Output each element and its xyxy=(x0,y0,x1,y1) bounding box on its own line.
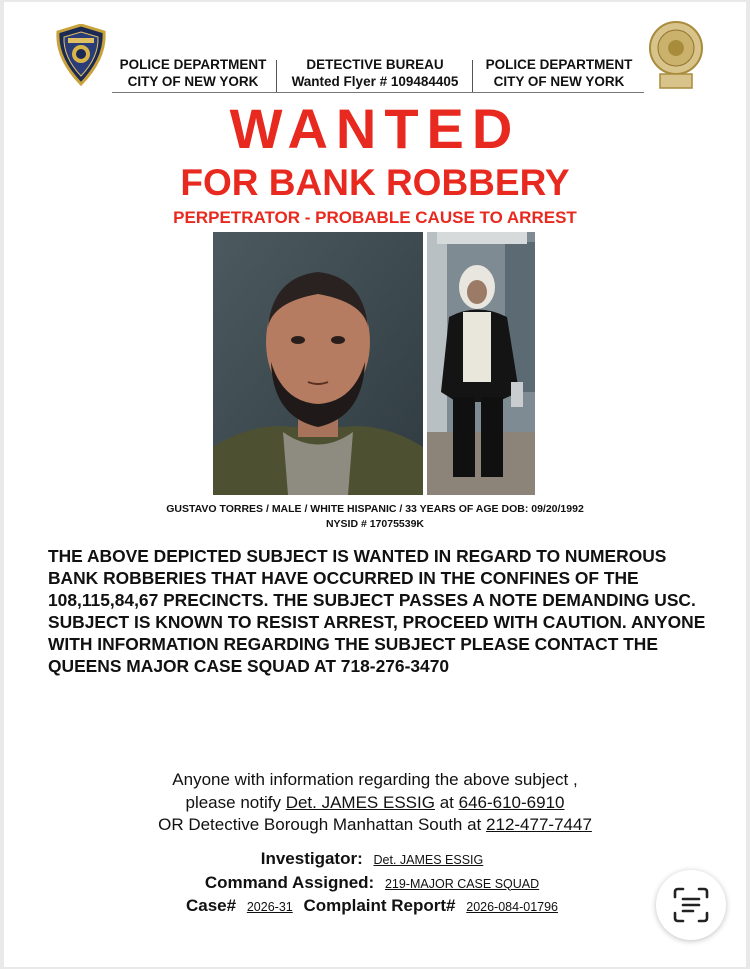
nypd-seal-icon xyxy=(648,20,704,90)
header-left-line1: POLICE DEPARTMENT xyxy=(119,57,267,72)
subject-nysid: NYSID # 17075539K xyxy=(325,518,425,530)
header-center-line1: DETECTIVE BUREAU xyxy=(306,57,444,72)
wanted-notice: THE ABOVE DEPICTED SUBJECT IS WANTED IN REGARD TO NUMEROUS BANK ROBBERIES THAT HAVE OCCURRED IN THE CONFINES OF THE 108,115,84,67 PRECINCTS. THE SUBJECT PASSES A NOTE DEMANDING USC. SUBJECT IS KNOWN TO RESIST ARREST, PROCEED WITH CAUTION. ANYONE WITH INFORMATION REGARDING THE SUBJECT PLEASE CONTACT THE QUEENS MAJOR CASE SQUAD AT 718-276-3470 xyxy=(48,546,706,676)
header-divider xyxy=(472,60,473,92)
complaint-label: Complaint Report# xyxy=(303,896,456,915)
notify-prefix: please notify xyxy=(185,792,281,812)
borough-phone[interactable]: 212-477-7447 xyxy=(486,815,592,834)
header-divider xyxy=(276,60,277,92)
header-left xyxy=(112,56,274,90)
header-right-line2: CITY OF NEW YORK xyxy=(493,74,625,89)
crime-title: FOR BANK ROBBERY xyxy=(180,162,570,203)
nypd-badge-icon xyxy=(54,24,108,86)
header-rule xyxy=(112,92,644,93)
investigator-label: Investigator: xyxy=(260,849,363,868)
case-label: Case# xyxy=(186,896,237,915)
contact-line1: Anyone with information regarding the above subject , xyxy=(172,770,578,789)
header-left-line2: CITY OF NEW YORK xyxy=(127,74,259,89)
detective-name: Det. JAMES ESSIG xyxy=(285,792,435,812)
case-value: 2026-31 xyxy=(246,900,293,914)
alt-contact-prefix: OR Detective Borough Manhattan South at xyxy=(158,815,482,834)
header-center xyxy=(280,56,470,90)
arrest-status: PERPETRATOR - PROBABLE CAUSE TO ARREST xyxy=(173,208,577,227)
command-value: 219-MAJOR CASE SQUAD xyxy=(384,876,540,891)
complaint-value: 2026-084-01796 xyxy=(466,900,558,914)
detective-phone[interactable]: 646-610-6910 xyxy=(458,792,565,812)
scan-text-button[interactable] xyxy=(656,870,726,940)
suspect-photo xyxy=(213,232,423,495)
contact-line2 xyxy=(4,792,746,815)
command-row xyxy=(4,872,746,896)
flyer-number: Wanted Flyer # 109484405 xyxy=(291,74,459,89)
header-right xyxy=(476,56,642,90)
command-label: Command Assigned: xyxy=(204,872,375,892)
investigator-value: Det. JAMES ESSIG xyxy=(373,853,484,867)
header-right-line1: POLICE DEPARTMENT xyxy=(485,57,633,72)
wanted-title: WANTED xyxy=(229,97,521,160)
contact-line3 xyxy=(4,814,746,837)
at-text: at xyxy=(439,792,454,812)
surveillance-photo xyxy=(427,232,535,495)
contact-section xyxy=(4,769,746,837)
subject-details: GUSTAVO TORRES / MALE / WHITE HISPANIC / 33 YEARS OF AGE DOB: 09/20/1992 xyxy=(166,503,584,515)
investigator-row xyxy=(4,848,746,872)
case-row xyxy=(4,895,746,919)
wanted-flyer xyxy=(4,2,746,967)
text-scan-icon xyxy=(672,886,710,924)
case-info xyxy=(4,848,746,919)
subject-identification xyxy=(4,502,746,532)
